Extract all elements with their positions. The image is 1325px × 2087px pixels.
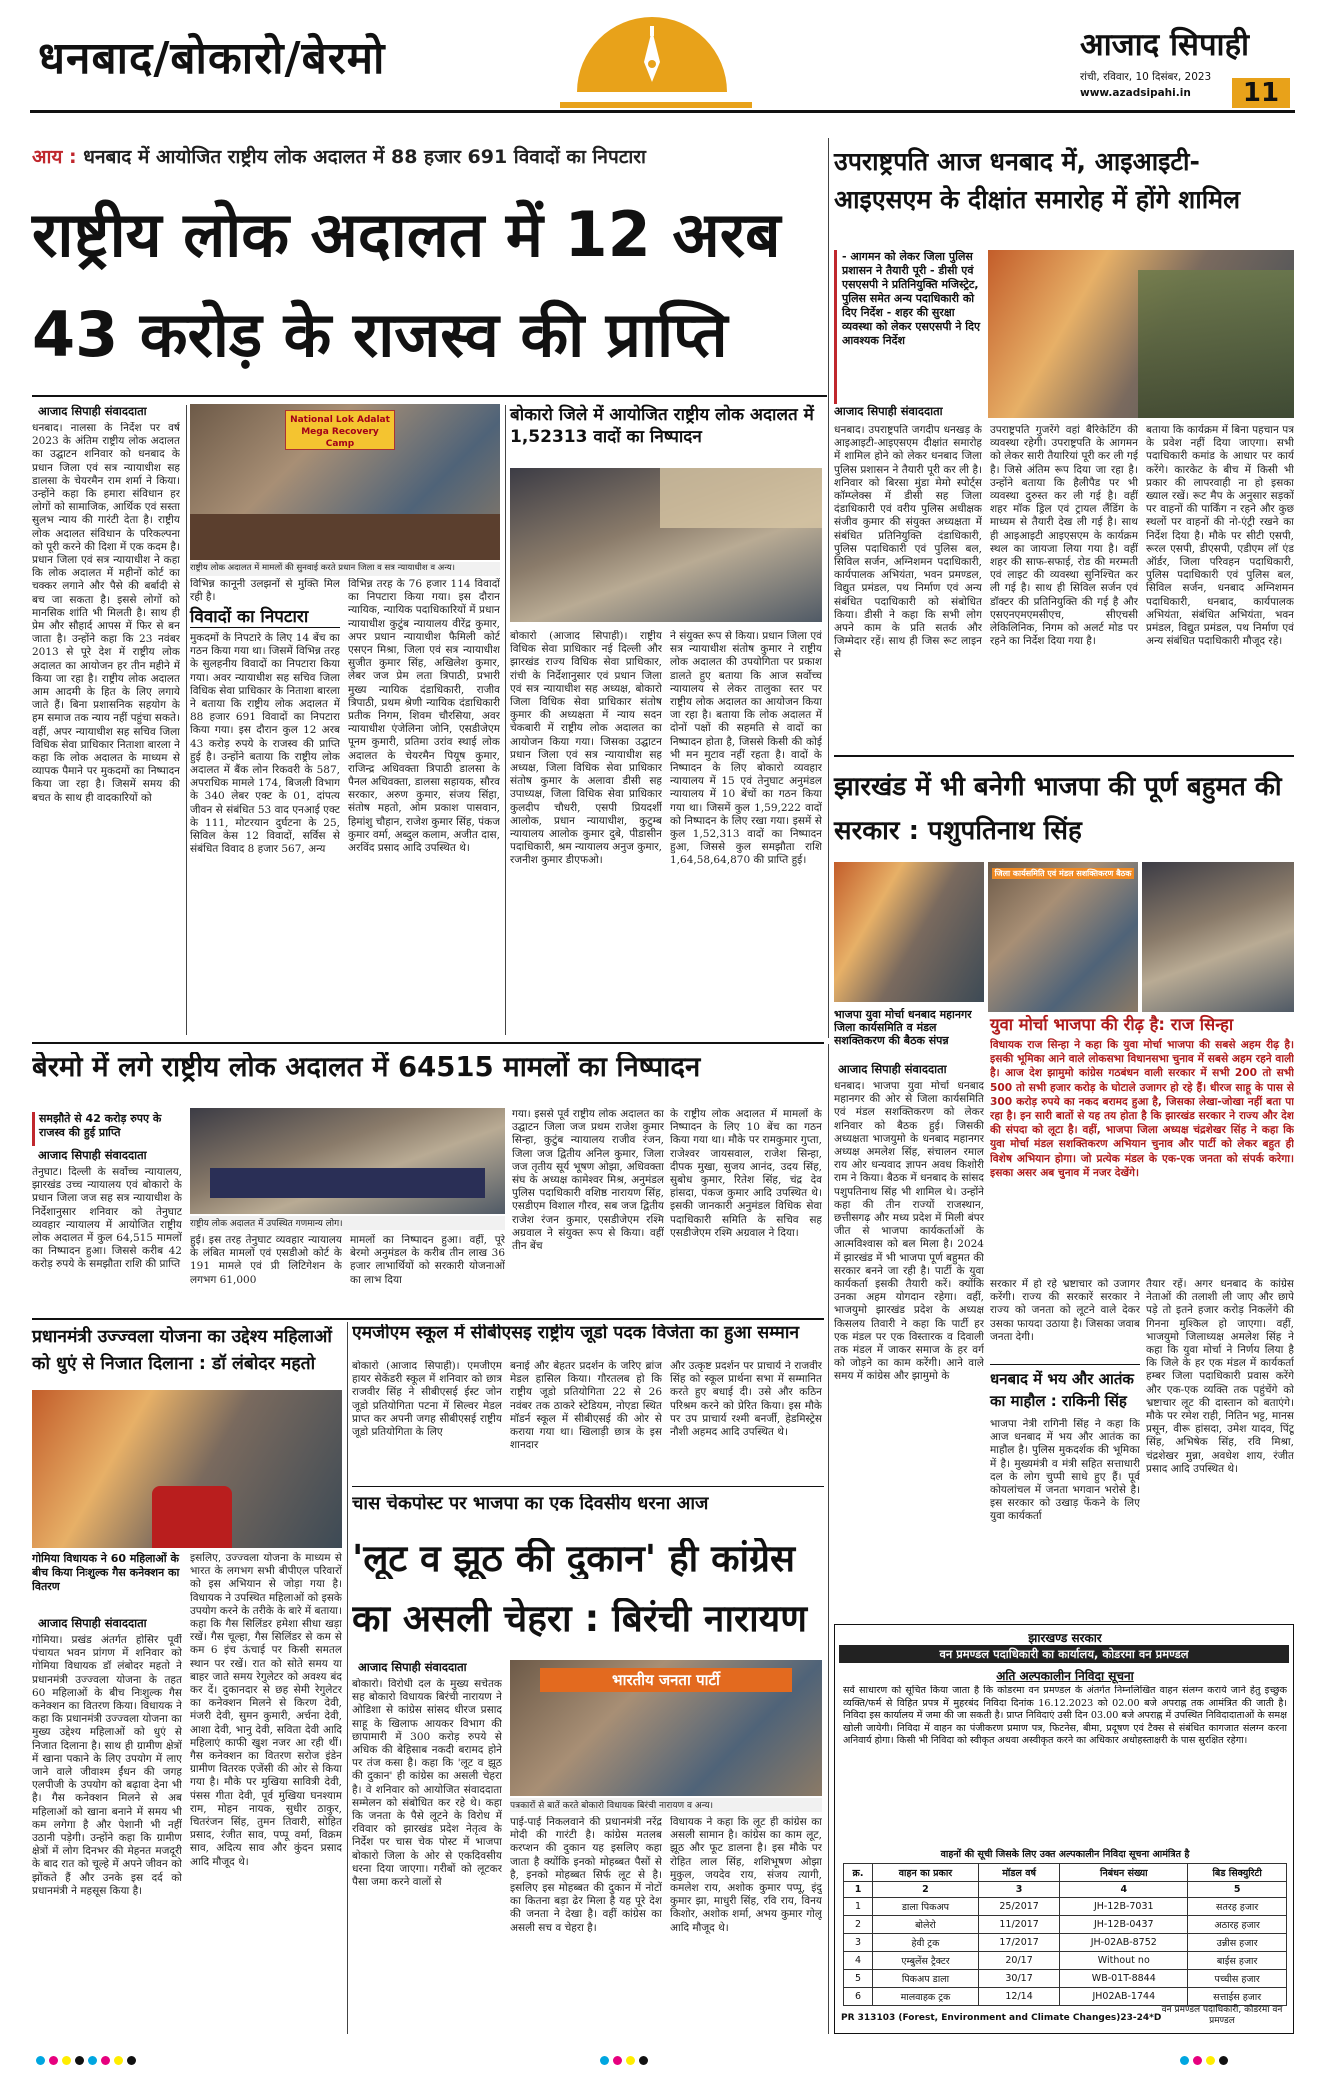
lead-body-col1: धनबाद। नालसा के निर्देश पर वर्ष 2023 के अंतिम राष्ट्रीय लोक अदालत का उद्घाटन शनिवार को धनबाद के प्रधान जिला एवं सत्र न्यायाधीश सह डालसा के चेयरमैन राम शर्मा ने किया। उन्होंने कहा कि हमारा संविधान हर लोगों को सामाजिक, आर्थिक एवं सस्ता सुलभ न्याय की गारंटी देता है। राष्ट्रीय लोक अदालत संविधान के परिकल्पना को पूरी करने की दिशा में एक कदम है। प्रधान जिला एवं सत्र न्यायाधीश ने कहा कि लोक अदालत में महीनों कोर्ट का चक्कर लगाने और पैसे की बर्बादी से बच जा सकता है। इससे लोगों को मानसिक शांति भी मिलती है। साथ ही प्रेम और सौहार्द आपस में फिर से बन जाता है। उन्होंने कहा कि 23 नवंबर 2013 से पूरे देश में राष्ट्रीय लोक अदालत का आयोजन हर तीन महीने में किया जा रहा है। राष्ट्रीय लोक अदालत आम आदमी के हित के लिए लगाये जाते हैं। बिना प्रशासनिक सहयोग के हम समाज तक न्याय नहीं पहुंचा सकते। वहीं, अपर न्यायाधीश सह सचिव जिला विधिक सेवा प्राधिकार निताशा बारला ने कहा कि लोक अदालत के माध्यम से व्यापक पैमाने पर मुकदमों का निष्पादन किया जा रहा है। जिसमें समय की बचत के साथ ही वादकारियों को [32, 422, 180, 804]
bokaro-headline: बोकारो जिले में आयोजित राष्ट्रीय लोक अदालत में 1,52313 वादों का निष्पादन [510, 405, 814, 447]
masthead-logo-arc [572, 12, 732, 100]
tender-title: अति अल्पकालीन निविदा सूचना [996, 1669, 1134, 1683]
bokaro-photo [510, 468, 822, 622]
tender-header-2: वन प्रमण्डल पदाधिकारी का कार्यालय, कोडरमा वन प्रमण्डल [839, 1645, 1289, 1663]
vp-headline: उपराष्ट्रपति आज धनबाद में, आइआइटी-आइएसएम के दीक्षांत समारोह में होंगे शामिल [834, 147, 1241, 214]
table-cell: सतरह हजार [1188, 1898, 1287, 1916]
table-cell: पच्चीस हजार [1188, 1970, 1287, 1988]
kicker-label: आय : [32, 146, 77, 168]
section-title: धनबाद/बोकारो/बेरमो [38, 33, 386, 84]
register-dot [626, 2056, 635, 2065]
judo-body-col1: बोकारो (आजाद सिपाही)। एमजीएम हायर सेकेंडरी स्कूल में शनिवार को छात्र राजवीर सिंह ने सीबीएसई ईस्ट जोन जूडो प्रतियोगिता पटना में सिल्वर मेडल प्राप्त कर अपनी जगह सीबीएसई राष्ट्रीय जूडो प्रतियोगिता के लिए [352, 1360, 502, 1439]
table-cell: 3 [844, 1934, 873, 1952]
table-row [844, 1970, 1287, 1988]
col-number: 3 [978, 1882, 1059, 1898]
lead-byline: आजाद सिपाही संवाददाता [38, 404, 147, 418]
jharkhand-callout [990, 1016, 1294, 1274]
register-dot [36, 2056, 45, 2065]
table-cell: सत्ताईस हजार [1188, 1988, 1287, 2006]
jharkhand-photo-2 [988, 862, 1138, 1012]
table-cell: मालवाहक ट्रक [873, 1988, 979, 2006]
dharna-headline-2: का असली चेहरा : बिरंची नारायण [352, 1598, 807, 1640]
col-header: मॉडल वर्ष [978, 1864, 1059, 1882]
register-dot [75, 2056, 84, 2065]
register-dot [600, 2056, 609, 2065]
col-divider [505, 405, 506, 1035]
jharkhand-body-col2a: सरकार में हो रहे भ्रष्टाचार को उजागर करेंगी। राज्य की सरकारें सरकार ने राज्य को जनता को लूटने वाले देकर उसका फायदा उठाया है। जिसका जवाब जनता देगी। [990, 1278, 1140, 1343]
table-cell: 6 [844, 1988, 873, 2006]
table-cell: डाला पिकअप [873, 1898, 979, 1916]
ujjwala-photo [32, 1390, 342, 1548]
bermo-headline: बेरमो में लगे राष्ट्रीय लोक अदालत में 64515 मामलों का निष्पादन [32, 1052, 701, 1083]
table-cell: 2 [844, 1916, 873, 1934]
story-rule [32, 1042, 824, 1044]
judo-body-col3: और उत्कृष्ट प्रदर्शन पर प्राचार्य ने राजवीर सिंह को स्कूल प्रार्थना सभा में सम्मानित करते हुए बधाई दी। उसे और कठिन परिश्रम करने को प्रेरित किया। इस मौके पर उप प्राचार्य रश्मी बनर्जी, हेडमिस्ट्रेस नौशी अहमद आदि उपस्थित थे। [670, 1360, 822, 1439]
page-number: 11 [1232, 78, 1290, 108]
vp-body-col3: बताया कि कार्यक्रम में बिना पहचान पत्र के प्रवेश नहीं दिया जाएगा। सभी पदाधिकारी कमांड के आधार पर कार्य करेंगे। कारकेट के बीच में किसी भी प्रकार की लापरवाही ना हो इसका ख्याल रखें। रूट मैप के अनुसार सड़कों पर वाहनों की पार्किंग न रहने और कुछ स्थलों पर वाहनों की नो-एंट्री रखने का निर्देश दिया है। मौके पर सीटी एसपी, रूरल एसपी, डीएसपी, एडीएम लॉ एंड ऑर्डर, जिला परिवहन पदाधिकारी, पुलिस पदाधिकारी एवं पुलिस बल, सिविल सर्जन, धनबाद अग्निशमन पदाधिकारी, धनबाद, कार्यपालक अभियंता, संबंधित अभियंता, भवन प्रमंडल, विद्युत प्रमंडल, पथ निर्माण एवं अन्य संबंधित पदाधिकारी मौजूद रहे। [1146, 424, 1294, 648]
table-cell: Without no [1060, 1952, 1188, 1970]
dharna-body-col3: विधायक ने कहा कि लूट ही कांग्रेस का असली सामान है। कांग्रेस का काम लूट, झूठ और फूट डालना है। इस मौके पर रोहित लाल सिंह, शशिभूषण ओझा मुकुल, जयदेव राय, संजय त्यागी, कमलेश राय, अशोक कुमार पप्पू, इंदु कुमार झा, माधुरी सिंह, रवि राय, विनय किशोर, अशोक शर्मा, अभय कुमार गोलू आदि मौजूद थे। [670, 1816, 822, 1934]
table-cell: पिकअप डाला [873, 1970, 979, 1988]
register-dot [1180, 2056, 1189, 2065]
col-number: 1 [844, 1882, 873, 1898]
table-cell: WB-01T-8844 [1060, 1970, 1188, 1988]
vp-byline: आजाद सिपाही संवाददाता [834, 404, 943, 418]
dharna-body-col2: पाई-पाई निकलवाने की प्रधानमंत्री नरेंद्र मोदी की गारंटी है। कांग्रेस मतलब करप्शन की दुकान यह इसलिए कहा जाता है क्योंकि इनको मोहब्बत पैसों से है, इनको मोहब्बत सिर्फ लूट से है। इसलिए इस मोहब्बत की दुकान में नोटों का कितना बड़ा ढेर मिला है यह पूरे देश की जनता ने देखा है। वहीं कांग्रेस का असली सच व चेहरा है। [510, 1816, 662, 1934]
judo-headline: एमजीएम स्कूल में सीबीएसइ राष्ट्रीय जूडो पदक विजेता का हुआ सम्मान [352, 1324, 800, 1343]
photo-banner: भारतीय जनता पार्टी [540, 1668, 792, 1692]
table-cell: हेवी ट्रक [873, 1934, 979, 1952]
table-cell: उन्नीस हजार [1188, 1934, 1287, 1952]
table-row [844, 1952, 1287, 1970]
col-number: 2 [873, 1882, 979, 1898]
lead-headline-1: राष्ट्रीय लोक अदालत में 12 अरब [32, 198, 781, 271]
col-header: निबंधन संख्या [1060, 1864, 1188, 1882]
lead-kicker [32, 143, 822, 169]
lok-adalat-banner [285, 410, 395, 450]
police-officers [1138, 270, 1294, 418]
tender-header-1: झारखण्ड सरकार [1028, 1631, 1102, 1645]
bermo-body-col4: गया। इससे पूर्व राष्ट्रीय लोक अदालत का उद्घाटन जिला जज प्रथम राजेश कुमार सिन्हा, कुटुंब न्यायालय राजीव रंजन, जिला जज द्वितीय अनिल कुमार, जिला जज तृतीय सूर्य भूषण ओझा, अधिवक्ता संघ के अध्यक्ष कामेश्वर मिश्र, अनुमंडल पुलिस पदाधिकारी वशिष्ठ नारायण सिंह, एसडीएम विशाल गौरव, सब जज द्वितीय राजेश रंजन कुमार, एसडीजेएम रश्मि अग्रवाल ने संयुक्त रूप से किया। वहीं तीन बेंच [512, 1108, 664, 1253]
stage-backdrop [660, 468, 822, 528]
jharkhand-subhead: धनबाद में भय और आतंक का माहौल : राकिनी सिंह [990, 1364, 1140, 1412]
jharkhand-photo-3 [1142, 862, 1294, 1012]
story-rule [834, 755, 1294, 757]
lead-body-col2-top: विभिन्न कानूनी उलझनों से मुक्ति मिल रही है। [190, 578, 340, 604]
jharkhand-body-col2b: भाजपा नेत्री रागिनी सिंह ने कहा कि आज धनबाद में भय और आतंक का माहौल है। पुलिस मुकदर्शक की भूमिका में है। मुख्यमंत्री व मंत्री सहित सत्ताधारी दल के लोग चुप्पी साधे हुए हैं। पूर्व कोयलांचल में जनता भगवान भरोसे है। इस सरकार को उखाड़ फेंकने के लिए युवा कार्यकर्ता [990, 1418, 1140, 1523]
bermo-sidebox: समझौते से 42 करोड़ रुपए के राजस्व की हुई प्राप्ति [32, 1112, 182, 1146]
register-dot [49, 2056, 58, 2065]
lead-headline-2: 43 करोड़ के राजस्व की प्राप्ति [32, 298, 728, 371]
footer-register-mid [600, 2050, 720, 2064]
vp-body-col2: उपराष्ट्रपति गुजरेंगे वहां बैरिकेटिंग की व्यवस्था रहेगी। उपराष्ट्रपति के आगमन को लेकर सारी तैयारियां पूरी कर ली गई है। जिसे अंतिम रूप दिया जा रहा है। उन्होंने बताया कि हैलीपैड पर भी व्यवस्था दुरुस्त कर ली गई है। वहीं शहर मॉक ड्रिल एवं ट्रायल लैंडिंग के माध्यम से तैयारी देख ली गई है। साथ ही आइआइटी आइएसएम के कार्यक्रम स्थल का जायजा लिया गया है। वहीं शहर की साफ-सफाई, रोड की मरम्मती एवं लाइट की व्यवस्था सुनिश्चित कर ली गई है। साथ ही सिविल सर्जन एवं डॉक्टर की प्रतिनियुक्ति की गई है और एसएनएमएमसीएच, सीएचसी लेकिलिनिक, निगम को अलर्ट मोड पर रहने का निर्देश दिया गया है। [990, 424, 1138, 648]
table-row [844, 1916, 1287, 1934]
tender-notice-text: सर्व साधारण को सूचित किया जाता है कि कोडरमा वन प्रमण्डल के अंतर्गत निम्नलिखित वाहन संलग्न कराये जाने हेतु इच्छुक व्यक्ति/फर्म से विहित प्रपत्र में मुहरबंद निविदा दिनांक 16.12.2023 को 02.00 बजे अपराह्न तक आमंत्रित की जाती है। निविदा इस कार्यालय में जमा की जा सकती है। प्राप्त निविदाएं उसी दिन 03.00 बजे अपराह्न में उपस्थित निविदादाताओं के समक्ष खोली जायेगी। निविदा में वाहन का पंजीकरण प्रमाण पत्र, फिटनेस, बीमा, प्रदूषण एवं टैक्स से संबंधित कागजात संलग्न करना अनिवार्य होगा। किसी भी निविदा को स्वीकृत अथवा अस्वीकृत करने का अधिकार अधोहस्ताक्षरी के पास सुरक्षित रहेगा। [843, 1685, 1287, 1747]
col-header: क्र. [844, 1864, 873, 1882]
kicker-text: धनबाद में आयोजित राष्ट्रीय लोक अदालत में 88 हजार 691 विवादों का निपटारा [83, 146, 646, 168]
jharkhand-photo-1 [834, 862, 984, 1002]
banner-subtitle: Mega Recovery Camp [301, 427, 379, 449]
register-dot [1219, 2056, 1228, 2065]
dharna-photo [510, 1660, 822, 1796]
jharkhand-body-col1: धनबाद। भाजपा युवा मोर्चा धनबाद महानगर की ओर से जिला कार्यसमिति एवं मंडल सशक्तिकरण को लेकर शनिवार को बैठक हुई। जिसकी अध्यक्षता भाजयुमो के धनबाद महानगर अध्यक्ष अमलेश सिंह, संचालन रमाल राय ओर धन्यवाद ज्ञापन अवध किशोरी राम ने किया। बैठक में धनबाद के सांसद पशुपतिनाथ सिंह भी शामिल थे। उन्होंने कहा की तीन राज्यों राजस्थान, छत्तीसगढ़ और मध्य प्रदेश में मिली बंपर जीत से भाजपा कार्यकर्ताओं के आत्मविश्वास को बल मिला है। 2024 में झारखंड में भी भाजपा पूर्ण बहुमत की सरकार बनने जा रही है। पार्टी के युवा कार्यकर्ता इसकी तैयारी करें। क्योंकि उनका अहम योगदान रहेगा। वहीं, भाजयुमो झारखंड प्रदेश के अध्यक्ष किसलय तिवारी ने कहा कि पार्टी हर एक मंडल पर एक विस्तारक व दिवाली तक मंडल में जाकर समाज के हर वर्ग को जोड़ने का काम करेंगी। आने वाले समय में कांग्रेस और झामुमो के [834, 1080, 984, 1383]
bermo-byline: आजाद सिपाही संवाददाता [38, 1148, 147, 1162]
table-cell: बाईस हजार [1188, 1952, 1287, 1970]
tender-table [843, 1863, 1287, 2006]
lead-photo-caption: राष्ट्रीय लोक अदालत में मामलों की सुनवाई करते प्रधान जिला व सत्र न्यायाधीश व अन्य। [190, 562, 500, 576]
table-cell: 1 [844, 1898, 873, 1916]
dharna-headline-1: 'लूट व झूठ की दुकान' ही कांग्रेस [352, 1538, 796, 1580]
section-divider [828, 138, 829, 1038]
register-dot [101, 2056, 110, 2065]
bermo-body-col2: हुई। इस तरह तेनुघाट व्यवहार न्यायालय के लंबित मामलों एवं एसडीओ कोर्ट के 191 मामले एवं प्री लिटिगेशन के लगभग 61,000 [190, 1234, 342, 1286]
lead-subhead: विवादों का निपटारा [190, 608, 340, 628]
banner-title: National Lok Adalat [290, 415, 390, 425]
jharkhand-headline: झारखंड में भी बनेगी भाजपा की पूर्ण बहुमत की सरकार : पशुपतिनाथ सिंह [834, 772, 1282, 846]
ujjwala-body-col1: गोमिया। प्रखंड अंतर्गत होसिर पूर्वी पंचायत भवन प्रांगण में शनिवार को गोमिया विधायक डॉ लंबोदर महतो ने प्रधानमंत्री उज्ज्वला योजना के तहत 60 महिलाओं के बीच निःशुल्क गैस कनेक्शन का वितरण किया। विधायक ने कहा कि प्रधानमंत्री उज्ज्वला योजना का मुख्य उद्देश्य महिलाओं को धुएं से निजात दिलाना है। साथ ही ग्रामीण क्षेत्रों में खाना पकाने के लिए उपयोग में लाए जाने वाले जीवाश्म ईंधन की जगह एलपीजी के उपयोग को बढ़ावा देना भी है। गैस कनेक्शन मिलने से अब महिलाओं को खाना बनाने में समय भी कम लगेगा है और पेशानी भी नहीं उठानी पड़ेगी। उन्होंने कहा कि ग्रामीण क्षेत्रों में लोग दिनभर की मेहनत मजदूरी के बाद रात को चूल्हे में अपने जीवन को झोंकते हैं और उनके इस दर्द को प्रधानमंत्री ने महसूस किया है। [32, 1634, 182, 1897]
jharkhand-body-col3: तैयार रहें। अगर धनबाद के कांग्रेस नेताओं की तलाशी ली जाए और छापे पड़े तो इतने हजार करोड़ निकलेंगे की गिनना मुश्किल हो जाएगा। वहीं, भाजयुमो जिलाध्यक्ष अमलेश सिंह ने कहा कि युवा मोर्चा ने निर्णय लिया है कि जिले के हर एक मंडल में कार्यकर्ता हम्बर जिला पदाधिकारी प्रवास करेंगे और एक-एक व्यक्ति तक पहुंचेंगे को भ्रष्टाचार लूट की दास्तान को बताएंगे। मौके पर रमेश राही, नितिन भट्ट, मानस प्रसून, वीरू हांसदा, उमेश यादव, पिंटू सिंह, अभिषेक सिंह, रवि मिश्रा, चंद्रशेखर मुन्ना, अवधेश शाय, रंजीत प्रसाद आदि उपस्थित थे। [1146, 1278, 1294, 1475]
register-dot [62, 2056, 71, 2065]
dharna-kicker: चास चेकपोस्ट पर भाजपा का एक दिवसीय धरना आज [352, 1494, 709, 1514]
vp-sidebox: - आगमन को लेकर जिला पुलिस प्रशासन ने तैयारी पूरी - डीसी एवं एसएसपी ने प्रतिनियुक्ति मजिस्ट्रेट, पुलिस समेत अन्य पदाधिकारी को दिए निर्देश - शहर की सुरक्षा व्यवस्था को लेकर एसएसपी ने दिए आवश्यक निर्देश [834, 250, 982, 404]
table-number-row [844, 1882, 1287, 1898]
tender-notice [834, 1624, 1294, 2034]
judo-body-col2: बनाई और बेहतर प्रदर्शन के जरिए ब्रांज मेडल हासिल किया। गौरतलब हो कि राष्ट्रीय जूडो प्रतियोगिता 22 से 26 नवंबर तक ठाकरे स्टेडियम, नोएडा स्थित मॉडर्न स्कूल में सीबीएसई की ओर से कराया गया था। खिलाड़ी छात्र के इस शानदार [510, 1360, 662, 1452]
table-cell: JH02AB-1744 [1060, 1988, 1188, 2006]
vp-body-col1: धनबाद। उपराष्ट्रपति जगदीप धनखड़ के आइआइटी-आइएसएम दीक्षांत समारोह में शामिल होने को लेकर धनबाद जिला पुलिस प्रशासन ने तैयारी पूरी कर ली है। शनिवार को बिरसा मुंडा मेमो स्पोर्ट्स कॉम्प्लेक्स में डीसी सह जिला दंडाधिकारी एवं वरीय पुलिस अधीक्षक संजीव कुमार की संयुक्त अध्यक्षता में संबंधित प्रतिनियुक्ति दंडाधिकारी, पुलिस पदाधिकारी एवं पुलिस बल, सिविल सर्जन, अग्निशमन पदाधिकारी, कार्यपालक अभियंता, भवन प्रमण्डल, विद्युत प्रमंडल, पथ निर्माण एवं अन्य संबंधित पदाधिकारी को संबोधित किया। डीसी ने कहा कि सभी लोग अपने काम के प्रति सतर्क और जिम्मेदार रहें। साथ ही जिस रूट लाइन से [834, 424, 982, 661]
photo-banner: जिला कार्यसमिति एवं मंडल सशक्तिकरण बैठक [992, 868, 1134, 879]
tender-signature: वन प्रमण्डल पदाधिकारी, कोडरमा वन प्रमण्डल [1161, 2005, 1283, 2026]
register-dot [1206, 2056, 1215, 2065]
table-cell: 20/17 [978, 1952, 1059, 1970]
col-divider [186, 405, 187, 1035]
jharkhand-sidebox: भाजपा युवा मोर्चा धनबाद महानगर जिला कार्यसमिति व मंडल सशक्तिकरण की बैठक संपन्न [834, 1008, 972, 1047]
section-divider [828, 1044, 829, 2034]
register-dot [127, 2056, 136, 2065]
table-cell: JH-12B-7031 [1060, 1898, 1188, 1916]
date-line: रांची, रविवार, 10 दिसंबर, 2023 [1080, 71, 1212, 83]
table-cell: JH-12B-0437 [1060, 1916, 1188, 1934]
table-row [844, 1988, 1287, 2006]
tender-table-intro: वाहनों की सूची जिसके लिए उक्त अल्पकालीन निविदा सूचना आमंत्रित है [940, 1849, 1190, 1860]
col-header: वाहन का प्रकार [873, 1864, 979, 1882]
callout-head: युवा मोर्चा भाजपा की रीढ़ है: राज सिन्हा [990, 1015, 1234, 1034]
photo-table [190, 514, 500, 560]
lead-photo [190, 404, 500, 560]
gas-cylinders [152, 1486, 232, 1548]
table-cell: JH-02AB-8752 [1060, 1934, 1188, 1952]
table-row [844, 1898, 1287, 1916]
table-cell: 25/2017 [978, 1898, 1059, 1916]
jharkhand-byline: आजाद सिपाही संवाददाता [838, 1062, 947, 1076]
bokaro-body-col2: ने संयुक्त रूप से किया। प्रधान जिला एवं सत्र न्यायाधीश संतोष कुमार ने राष्ट्रीय लोक अदालत की उपयोगिता पर प्रकाश डालते हुए बताया कि आज सर्वोच्च न्यायालय से लेकर तालुका स्तर पर राष्ट्रीय लोक अदालत का आयोजन किया जा रहा है। बताया कि लोक अदालत में दोनों पक्षों की सहमति से वादों का निष्पादन होता है, जिससे किसी की कोई भी मन मुटाव नहीं रहता है। वादों के निष्पादन के लिए बोकारो व्यवहार न्यायालय में 15 एवं तेनुघाट अनुमंडल न्यायालय में 10 बेंचों का गठन किया गया था। जिसमें कुल 1,59,222 वादों को निष्पादन के लिए रखा गया। इसमें से कुल 1,52,313 वादों का निष्पादन हुआ, जिससे कुल समझौता राशि 1,64,58,64,870 की प्राप्ति हुई। [670, 630, 822, 867]
paper-name: आजाद सिपाही [1080, 27, 1250, 63]
footer-register-left [36, 2050, 336, 2064]
register-dot [639, 2056, 648, 2065]
table-cell: अठारह हजार [1188, 1916, 1287, 1934]
register-dot [1193, 2056, 1202, 2065]
lead-body-col2: मुकदमों के निपटारे के लिए 14 बेंच का गठन किया गया था। जिसमें विभिन्न तरह के सुलहनीय विवादों का निपटारा किया गया। अवर न्यायाधीश सह सचिव जिला विधिक सेवा प्राधिकार के निताशा बारला ने बताया कि राष्ट्रीय लोक अदालत में 88 हजार 691 विवादों का निपटारा किया गया। इस दौरान कुल 12 अरब 43 करोड़ रुपये के राजस्व की प्राप्ति हुई है। उन्होंने बताया कि राष्ट्रीय लोक अदालत में बैंक लोन रिकवरी के 587, अपराधिक मामले 174, बिजली विभाग के 340 लेबर एक्ट के 01, दांपत्य जीवन से संबंधित 53 वाद एनआई एक्ट के 111, मोटरयान दुर्घटना के 25, सिविल केस 12 विवादों, सर्विस से संबंधित विवाद 8 हजार 567, अन्य [190, 632, 340, 856]
ujjwala-byline: आजाद सिपाही संवाददाता [38, 1616, 147, 1630]
vp-photo [988, 250, 1294, 418]
story-rule [352, 1486, 824, 1487]
tender-pr-number: PR 313103 (Forest, Environment and Climate Changes)23-24*D [841, 2013, 1162, 2023]
dharna-body-col1: बोकारो। विरोधी दल के मुख्य सचेतक सह बोकारो विधायक बिरंची नारायण ने ओडिशा से कांग्रेस सांसद धीरज प्रसाद साहू के खिलाफ आयकर विभाग की छापामारी में 300 करोड़ रुपये से अधिक की बेहिसाब नकदी बरामद होने पर तंज कसा है। कहा कि 'लूट व झूठ की दुकान' ही कांग्रेस का असली चेहरा है। वे शनिवार को आयोजित संवाददाता सम्मेलन को संबोधित कर रहे थे। कहा कि जनता के पैसे लूटने के विरोध में रविवार को झारखंड प्रदेश नेतृत्व के निर्देश पर चास चेक पोस्ट में भाजपा बोकारो जिला के ओर से एकदिवसीय धरना दिया जाएगा। गरीबों को लूटकर पैसा जमा करने वालों से [352, 1678, 502, 1889]
lead-body-col3: विभिन्न तरह के 76 हजार 114 विवादों का निपटारा किया गया। इस दौरान न्यायिक, न्यायिक पदाधिकारियों में प्रधान न्यायाधीश कुटुंब न्यायालय वीरेंद्र कुमार, अपर प्रधान न्यायाधीश फैमिली कोर्ट एसएन मिश्रा, जिला एवं सत्र न्यायाधीश सुजीत कुमार सिंह, अखिलेश कुमार, लेबर जज प्रेम लता त्रिपाठी, प्रभारी मुख्य न्यायिक दंडाधिकारी, राजीव त्रिपाठी, प्रथम श्रेणी न्यायिक दंडाधिकारी प्रतीक निगम, शिवम चौरसिया, अवर न्यायाधीश एंजेलिना जोनि, एसडीजेएम पूनम कुमारी, प्रतिमा उरांव स्थाई लोक अदालत के चेयरमैन पियूष कुमार, राजिन्द्र अधिवक्ता त्रिपाठी डालसा के पैनल अधिवक्ता, डालसा सहायक, सौरव सरकार, अरुण कुमार, संजय सिंहा, संतोष महतो, ओम प्रकाश पासवान, हिमांशु चौहान, राजेश कुमार सिंह, पंकज कुमार वर्मा, अब्दुल कलाम, अजीत दास, अरविंद प्रसाद आदि उपस्थित थे। [348, 578, 500, 855]
lead-headline-rule [32, 395, 827, 397]
table-cell: बोलेरो [873, 1916, 979, 1934]
table-cell: 12/14 [978, 1988, 1059, 2006]
table-cell: 4 [844, 1952, 873, 1970]
bermo-photo [190, 1108, 505, 1214]
table-cell: 11/2017 [978, 1916, 1059, 1934]
ujjwala-headline: प्रधानमंत्री उज्ज्वला योजना का उद्देश्य महिलाओं को धुएं से निजात दिलाना : डॉ लंबोदर महतो [32, 1327, 332, 1374]
table-header-row [844, 1864, 1287, 1882]
masthead-orange-band [560, 102, 752, 108]
dharna-byline: आजाद सिपाही संवाददाता [358, 1660, 467, 1674]
table-cell: 5 [844, 1970, 873, 1988]
bermo-body-col5: के राष्ट्रीय लोक अदालत में मामलों के निष्पादन के लिए 10 बेंच का गठन किया गया था। मौके पर रामकुमार गुप्ता, राजेश्वर जायसवाल, राजेश सिन्हा, दीपक मुखा, सुजय आनंद, उदय सिंह, सुबोध कुमार, रितेश सिंह, चंद्र देव हांसदा, पंकज कुमार आदि उपस्थित थे। इसकी जानकारी अनुमंडल विधिक सेवा पदाधिकारी समिति के सचिव सह एसडीजेएम रश्मि अग्रवाल ने दिया। [670, 1108, 822, 1239]
col-number: 5 [1188, 1882, 1287, 1898]
col-number: 4 [1060, 1882, 1188, 1898]
bermo-photo-caption: राष्ट्रीय लोक अदालत में उपस्थित गणमान्य लोग। [190, 1216, 505, 1230]
masthead [0, 0, 1325, 112]
bokaro-body-col1: बोकारो (आजाद सिपाही)। राष्ट्रीय विधिक सेवा प्राधिकार नई दिल्ली और झारखंड राज्य विधिक सेवा प्राधिकार, रांची के निर्देशानुसार एवं प्रधान जिला एवं सत्र न्यायाधीश सह अध्यक्ष, बोकारो जिला विधिक सेवा प्राधिकार संतोष कुमार की अध्यक्षता में न्याय सदन चेकबारी में राष्ट्रीय लोक अदालत का आयोजन किया गया। जिसका उद्घाटन प्रधान जिला एवं सत्र न्यायाधीश सह अध्यक्ष, जिला विधिक सेवा प्राधिकार संतोष कुमार के अलावा डीसी सह उपाध्यक्ष, जिला विधिक सेवा प्राधिकार कुलदीप चौधरी, एसपी प्रियदर्शी आलोक, प्रधान न्यायाधीश, कुटुम्ब न्यायालय आलोक कुमार दुबे, पीडासीन पदाधिकारी, श्रम न्यायालय अनुज कुमार, रजनीश कुमार डीएफओ। [510, 630, 662, 867]
website: www.azadsipahi.in [1080, 87, 1191, 99]
register-dot [613, 2056, 622, 2065]
table-cell: एम्बुलेंस ट्रैक्टर [873, 1952, 979, 1970]
register-dot [88, 2056, 97, 2065]
table-cell: 17/2017 [978, 1934, 1059, 1952]
dais-table [210, 1168, 485, 1198]
footer-register-right [1180, 2050, 1300, 2064]
bermo-body-col1: तेनुघाट। दिल्ली के सर्वोच्च न्यायालय, झारखंड उच्च न्यायालय एवं बोकारो के प्रधान जिला जज सह सत्र न्यायाधीश के निर्देशानुसार शनिवार को तेनुघाट व्यवहार न्यायालय में आयोजित राष्ट्रीय लोक अदालत में कुल 64,515 मामलों का निष्पादन हुआ। जिससे करीब 42 करोड़ रुपये के समझौता राशि की प्राप्ति [32, 1166, 182, 1271]
story-rule [32, 1318, 824, 1320]
ujjwala-sidebox: गोमिया विधायक ने 60 महिलाओं के बीच किया निःशुल्क गैस कनेक्शन का वितरण [32, 1552, 180, 1593]
register-dot [114, 2056, 123, 2065]
table-row [844, 1934, 1287, 1952]
dharna-photo-caption: पत्रकारों से बातें करते बोकारो विधायक बिरंची नारायण व अन्य। [510, 1798, 822, 1812]
bermo-body-col3: मामलों का निष्पादन हुआ। वहीं, पूरे बेरमो अनुमंडल के करीब तीन लाख 36 हजार लाभार्थियों को सरकारी योजनाओं का लाभ दिया [350, 1234, 505, 1286]
callout-body: विधायक राज सिन्हा ने कहा कि युवा मोर्चा भाजपा की सबसे अहम रीढ़ है। इसकी भूमिका आने वाले लोकसभा विधानसभा चुनाव में सबसे अहम रहने वाली है। आज देश झामुमो कांग्रेस गठबंधन वाली सरकार में सभी 200 तो सभी 500 तो सभी हजार करोड़ के घोटाले उजागर हो रहे हैं। धीरज साहू के पास से 300 करोड़ रुपये का नकद बरामद हुआ है, जिसका लेखा-जोखा नहीं बता पा रहा है। इन सारी बातों से यह तय होता है कि झारखंड सरकार ने राज्य और देश की संपदा को लूटा है। वहीं, भाजपा जिला अध्यक्ष चंद्रशेखर सिंह ने कहा कि युवा मोर्चा मंडल सशक्तिकरण अभियान चुनाव और पार्टी को लेकर बहुत ही विशेष अभियान होगा। जो प्रत्येक मंडल के एक-एक जनता को संपर्क करेगा। इसका असर अब चुनाव में नजर देखेंगे। [990, 1039, 1294, 1179]
table-cell: 30/17 [978, 1970, 1059, 1988]
col-header: बिड सिक्युरिटी [1188, 1864, 1287, 1882]
masthead-rule [30, 110, 1295, 113]
col-divider [347, 1322, 348, 2034]
ujjwala-body-col2: इसलिए, उज्ज्वला योजना के माध्यम से भारत के लगभग सभी बीपीएल परिवारों को इस अभियान से जोड़ा गया है। विधायक ने उपस्थित महिलाओं को इसके उपयोग करने के तरीके के बारे में बताया। कहा कि गैस सिलिंडर हमेशा सीधा खड़ा रखें। गैस चूल्हा, गैस सिलिंडर से कम से कम 6 इंच ऊंचाई पर किसी समतल स्थान पर रखें। रात को सोते समय या बाहर जाते समय रेगुलेटर को अवश्य बंद कर दें। दुकानदार से छह सेमी रेगुलेटर का कनेक्शन मिलने से किरण देवी, मंजरी देवी, सुमन कुमारी, अर्चना देवी, आशा देवी, भानु देवी, सविता देवी आदि महिलाएं काफी खुश नजर आ रही थीं। गैस कनेक्शन का वितरण सरोज इंडेन ग्रामीण वितरक एजेंसी की ओर से किया गया है। मौके पर मुखिया सावित्री देवी, पंसस गीता देवी, पूर्व मुखिया घनश्याम राम, मोहन नायक, सुधीर ठाकुर, चितरंजन सिंह, तुमन तिवारी, सोहित प्रसाद, रंजीत साव, पप्पू वर्मा, विक्रम साव, अदित्य साव और कुंदन प्रसाद आदि मौजूद थे। [190, 1552, 342, 1868]
